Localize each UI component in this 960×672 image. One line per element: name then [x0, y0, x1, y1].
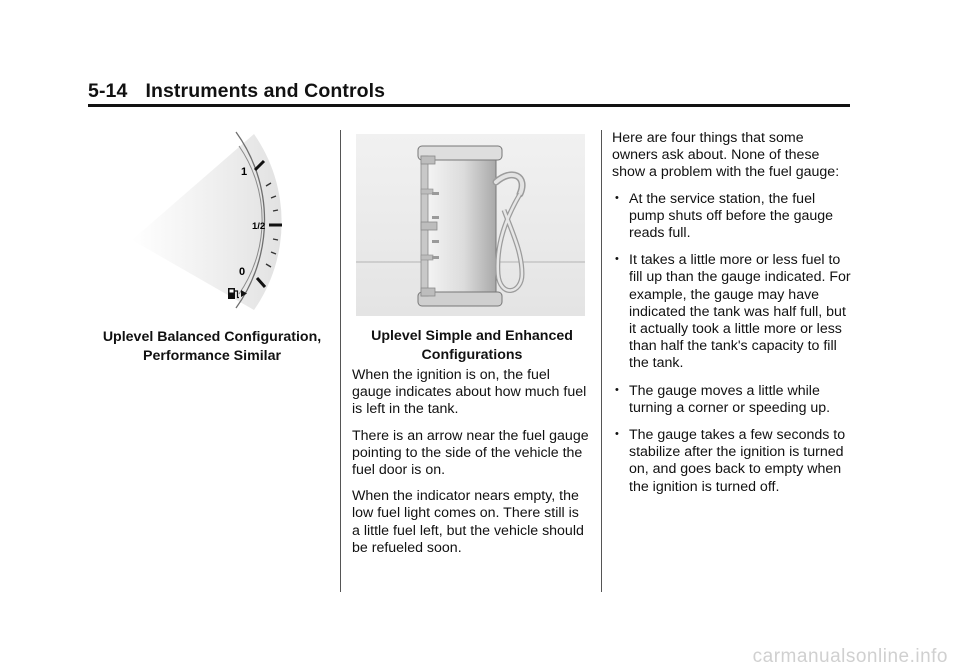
- watermark: carmanualsonline.info: [752, 646, 948, 667]
- gauge-label-full: 1: [241, 166, 248, 178]
- pump-caption: [352, 327, 592, 364]
- pump-caption-line1: Uplevel Simple and Enhanced: [371, 328, 573, 344]
- paragraph-low-fuel: When the indicator nears empty, the low fuel light comes on. There still is a little fuel left, but the vehicle should be refueled soon.: [352, 488, 584, 556]
- section-title: Instruments and Controls: [145, 80, 386, 102]
- fuel-gauge-bullets: [612, 191, 852, 496]
- list-item: [612, 191, 852, 243]
- fuel-pump-figure: [356, 134, 585, 316]
- page-header: [88, 80, 385, 103]
- list-item: [612, 427, 852, 496]
- gauge-label-empty: 0: [239, 266, 246, 278]
- section-number: 5-14: [88, 80, 128, 102]
- bullet-text: It takes a little more or less fuel to fill up than the gauge indicated. For example, the gauge may have indicated the tank was half full, but it actually took a little more or less than half the tank's capacity to fill the tank.: [629, 252, 851, 372]
- middle-text: [352, 367, 590, 566]
- header-rule: [88, 104, 850, 107]
- column-divider-right: [601, 130, 602, 592]
- list-item: [612, 252, 852, 372]
- bullet-mark: •: [615, 428, 619, 441]
- bullet-text: The gauge takes a few seconds to stabilize after the ignition is turned on, and goes back to empty when the ignition is turned off.: [629, 427, 846, 495]
- bullet-mark: •: [615, 191, 619, 204]
- gauge-label-half: 1/2: [252, 221, 266, 232]
- column-divider-left: [340, 130, 341, 592]
- bullet-text: The gauge moves a little while turning a corner or speeding up.: [629, 382, 831, 416]
- gauge-caption: [92, 328, 332, 365]
- bullet-mark: •: [615, 253, 619, 266]
- right-text: [612, 130, 852, 506]
- paragraph-arrow: There is an arrow near the fuel gauge pointing to the side of the vehicle the fuel door is on.: [352, 427, 589, 479]
- pump-caption-line2: Configurations: [421, 346, 523, 363]
- gauge-caption-line2: Performance Similar: [143, 347, 281, 364]
- gauge-caption-line1: Uplevel Balanced Configuration,: [102, 329, 322, 345]
- bullet-text: At the service station, the fuel pump shuts off before the gauge reads full.: [629, 190, 834, 242]
- bullet-mark: •: [615, 383, 619, 396]
- paragraph-ignition: When the ignition is on, the fuel gauge indicates about how much fuel is left in the tank.: [352, 367, 587, 418]
- fuel-gauge-figure: [128, 128, 298, 310]
- paragraph-intro: Here are four things that some owners ask about. None of these show a problem with the fuel gauge:: [612, 130, 840, 181]
- list-item: [612, 383, 852, 417]
